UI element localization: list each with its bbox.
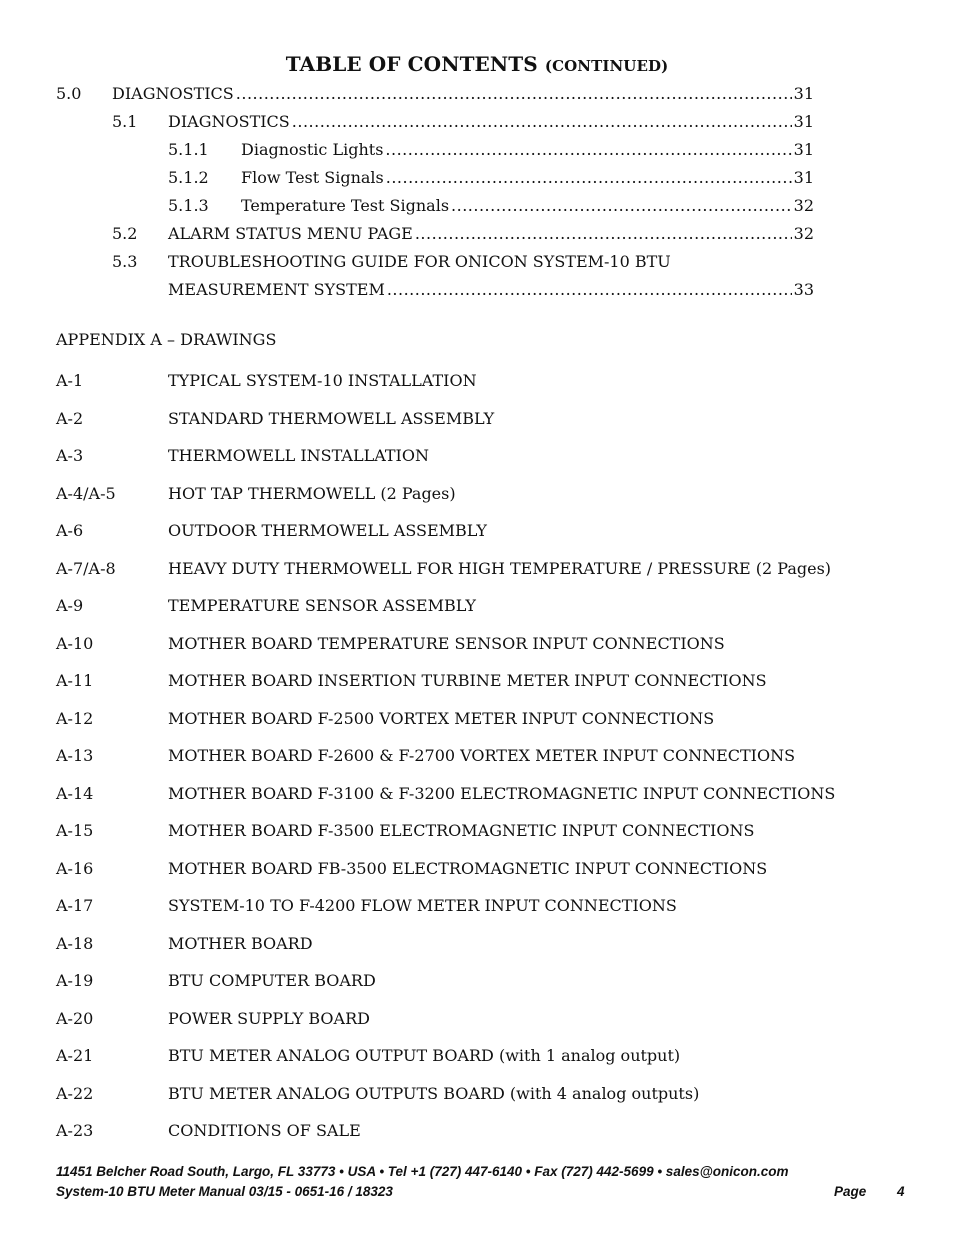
toc-leader: [292, 112, 792, 132]
drawing-code: A-14: [56, 783, 94, 803]
drawing-code: A-16: [56, 858, 94, 878]
drawing-code: A-20: [56, 1008, 94, 1028]
drawing-code: A-4/A-5: [56, 483, 116, 503]
drawing-code: A-10: [56, 633, 94, 653]
drawing-code: A-15: [56, 821, 94, 840]
toc-entry-5-2[interactable]: [112, 224, 814, 244]
toc-page: 31: [793, 168, 814, 187]
toc-entry-5-1-2[interactable]: [168, 168, 814, 188]
drawing-code: A-19: [56, 971, 94, 990]
toc-leader: [415, 224, 792, 244]
toc-leader: [236, 84, 792, 104]
toc-page: 33: [793, 280, 814, 299]
toc-entry-5-1-1[interactable]: [168, 140, 814, 160]
toc-text: ALARM STATUS MENU PAGE: [168, 224, 413, 243]
toc-entry-5-3-continued[interactable]: [168, 280, 814, 300]
toc-text: Diagnostic Lights: [241, 140, 384, 159]
drawing-title: MOTHER BOARD FB-3500 ELECTROMAGNETIC INPUT CONNECTIONS: [168, 858, 768, 878]
footer-manual: System-10 BTU Meter Manual 03/15 - 0651-16 / 18323: [56, 1184, 393, 1199]
drawing-title: OUTDOOR THERMOWELL ASSEMBLY: [168, 521, 487, 540]
drawing-title: POWER SUPPLY BOARD: [168, 1008, 370, 1028]
footer-page-label: Page: [834, 1184, 867, 1199]
toc-text: DIAGNOSTICS: [168, 112, 290, 131]
drawing-code: A-9: [56, 596, 84, 615]
drawing-code: A-13: [56, 746, 94, 765]
drawing-title: MOTHER BOARD INSERTION TURBINE METER INPUT CONNECTIONS: [168, 671, 767, 690]
drawing-code: A-12: [56, 708, 94, 728]
drawing-title: TYPICAL SYSTEM-10 INSTALLATION: [168, 371, 477, 390]
toc-page: 31: [793, 140, 814, 159]
toc-title: TABLE OF CONTENTS: [285, 52, 538, 76]
drawing-code: A-11: [56, 671, 94, 690]
toc-text: MEASUREMENT SYSTEM: [168, 280, 385, 299]
toc-entry-5-1-3[interactable]: [168, 196, 814, 216]
appendix-heading: APPENDIX A – DRAWINGS: [56, 330, 277, 349]
toc-number: 5.1.2: [168, 168, 209, 187]
toc-entry-5-3[interactable]: [112, 252, 814, 272]
toc-text: DIAGNOSTICS: [112, 84, 234, 103]
drawing-code: A-1: [56, 371, 84, 390]
drawing-title: SYSTEM-10 TO F-4200 FLOW METER INPUT CONNECTIONS: [168, 896, 677, 915]
drawing-code: A-17: [56, 896, 94, 915]
drawing-title: MOTHER BOARD F-2600 & F-2700 VORTEX METER INPUT CONNECTIONS: [168, 746, 796, 765]
toc-text: TROUBLESHOOTING GUIDE FOR ONICON SYSTEM-10 BTU: [168, 252, 671, 271]
toc-number: 5.1.1: [168, 140, 209, 159]
footer-address: 11451 Belcher Road South, Largo, FL 33773 • USA • Tel +1 (727) 447-6140 • Fax (727) 442-5699 • sales@onicon.com: [56, 1164, 789, 1179]
toc-entry-5-0[interactable]: [56, 84, 814, 104]
toc-entry-5-1[interactable]: [112, 112, 814, 132]
toc-page: 31: [793, 112, 814, 131]
drawing-code: A-21: [56, 1046, 94, 1065]
drawing-title: THERMOWELL INSTALLATION: [168, 446, 429, 465]
toc-page: 31: [793, 84, 814, 103]
toc-page: 32: [793, 196, 814, 215]
drawing-title: CONDITIONS OF SALE: [168, 1121, 361, 1140]
page-title: [0, 52, 954, 76]
drawing-title: MOTHER BOARD F-3500 ELECTROMAGNETIC INPUT CONNECTIONS: [168, 821, 755, 840]
drawing-code: A-6: [56, 521, 84, 540]
drawing-code: A-7/A-8: [56, 558, 116, 578]
toc-leader: [386, 168, 792, 188]
drawing-title: HEAVY DUTY THERMOWELL FOR HIGH TEMPERATURE / PRESSURE (2 Pages): [168, 558, 832, 578]
drawing-code: A-18: [56, 933, 94, 953]
footer-page-number: 4: [897, 1184, 905, 1199]
drawing-title: BTU METER ANALOG OUTPUT BOARD (with 1 analog output): [168, 1046, 681, 1065]
drawing-title: STANDARD THERMOWELL ASSEMBLY: [168, 408, 495, 428]
drawing-title: MOTHER BOARD F-2500 VORTEX METER INPUT CONNECTIONS: [168, 708, 715, 728]
toc-number: 5.1: [112, 112, 138, 131]
toc-text: Flow Test Signals: [241, 168, 384, 187]
toc-number: 5.1.3: [168, 196, 209, 215]
drawing-title: MOTHER BOARD F-3100 & F-3200 ELECTROMAGNETIC INPUT CONNECTIONS: [168, 783, 836, 803]
toc-subtitle: (CONTINUED): [544, 57, 669, 75]
drawing-code: A-22: [56, 1083, 94, 1103]
drawing-code: A-3: [56, 446, 84, 465]
toc-number: 5.0: [56, 84, 82, 103]
toc-number: 5.2: [112, 224, 138, 243]
toc-leader: [385, 140, 791, 160]
toc-text: Temperature Test Signals: [241, 196, 450, 215]
drawing-code: A-2: [56, 408, 84, 428]
drawing-title: BTU COMPUTER BOARD: [168, 971, 376, 990]
drawing-title: MOTHER BOARD: [168, 933, 313, 953]
drawing-title: MOTHER BOARD TEMPERATURE SENSOR INPUT CONNECTIONS: [168, 633, 725, 653]
drawing-title: BTU METER ANALOG OUTPUTS BOARD (with 4 analog outputs): [168, 1083, 700, 1103]
toc-page: 32: [793, 224, 814, 243]
drawing-title: TEMPERATURE SENSOR ASSEMBLY: [168, 596, 476, 615]
toc-number: 5.3: [112, 252, 138, 271]
drawing-code: A-23: [56, 1121, 94, 1140]
drawing-title: HOT TAP THERMOWELL (2 Pages): [168, 483, 456, 503]
toc-leader: [387, 280, 792, 300]
toc-leader: [451, 196, 792, 216]
